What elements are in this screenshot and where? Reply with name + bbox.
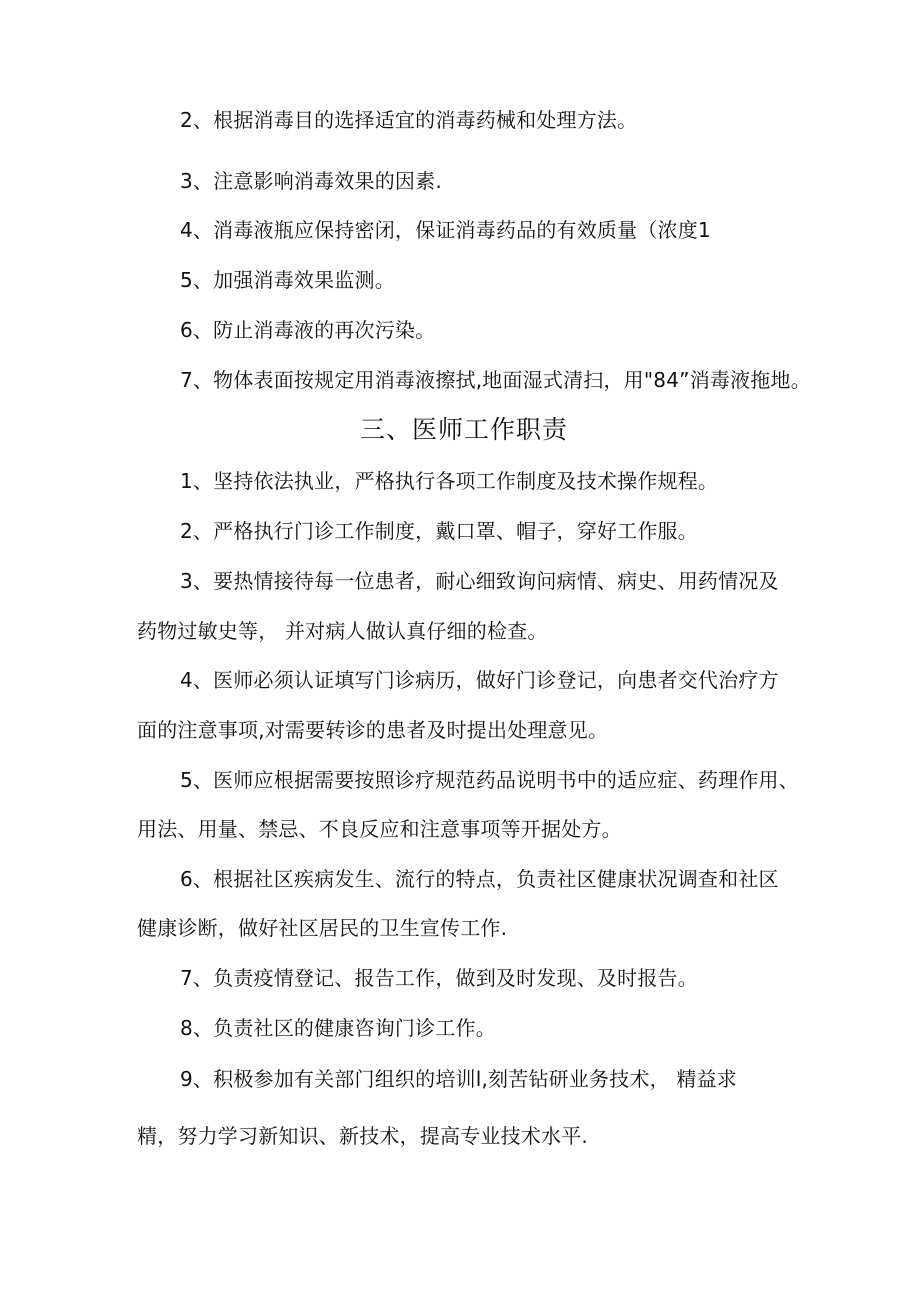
- paragraph-disinfection-item-4: 4、消毒液瓶应保持密闭，保证消毒药品的有效质量（浓度1: [180, 218, 711, 242]
- paragraph-disinfection-item-5: 5、加强消毒效果监测。: [180, 268, 395, 292]
- paragraph-doctor-item-3-line-1: 3、要热情接待每一位患者，耐心细致询问病情、病史、用药情况及: [180, 569, 779, 593]
- paragraph-doctor-item-9-line-2: 精，努力学习新知识、新技术，提高专业技术水平.: [137, 1124, 588, 1148]
- paragraph-doctor-item-5-line-1: 5、医师应根据需要按照诊疗规范药品说明书中的适应症、药理作用、: [180, 768, 799, 792]
- paragraph-doctor-item-3-line-2: 药物过敏史等， 并对病人做认真仔细的检查。: [137, 619, 548, 643]
- paragraph-doctor-item-4-line-1: 4、医师必须认证填写门诊病历，做好门诊登记，向患者交代治疗方: [180, 668, 779, 692]
- paragraph-doctor-item-5-line-2: 用法、用量、禁忌、不良反应和注意事项等开据处方。: [137, 817, 622, 841]
- paragraph-doctor-item-1: 1、坚持依法执业，严格执行各项工作制度及技术操作规程。: [180, 469, 719, 493]
- paragraph-doctor-item-7: 7、负责疫情登记、报告工作，做到及时发现、及时报告。: [180, 966, 698, 990]
- paragraph-disinfection-item-6: 6、防止消毒液的再次污染。: [180, 318, 436, 342]
- paragraph-disinfection-item-7: 7、物体表面按规定用消毒液擦拭,地面湿式清扫，用"84”消毒液拖地。: [180, 368, 811, 392]
- paragraph-disinfection-item-2: 2、根据消毒目的选择适宜的消毒药械和处理方法。: [180, 108, 638, 132]
- paragraph-doctor-item-2: 2、严格执行门诊工作制度，戴口罩、帽子，穿好工作服。: [180, 519, 698, 543]
- paragraph-doctor-item-6-line-1: 6、根据社区疾病发生、流行的特点，负责社区健康状况调查和社区: [180, 867, 779, 891]
- paragraph-doctor-item-6-line-2: 健康诊断，做好社区居民的卫生宣传工作.: [137, 916, 508, 940]
- paragraph-doctor-item-4-line-2: 面的注意事项,对需要转诊的患者及时提出处理意见。: [137, 718, 609, 742]
- section-heading: 三、医师工作职责: [360, 415, 569, 444]
- paragraph-doctor-item-8: 8、负责社区的健康咨询门诊工作。: [180, 1016, 496, 1040]
- paragraph-doctor-item-9-line-1: 9、积极参加有关部门组织的培训l,刻苦钻研业务技术， 精益求: [180, 1067, 737, 1091]
- paragraph-disinfection-item-3: 3、注意影响消毒效果的因素.: [180, 169, 442, 193]
